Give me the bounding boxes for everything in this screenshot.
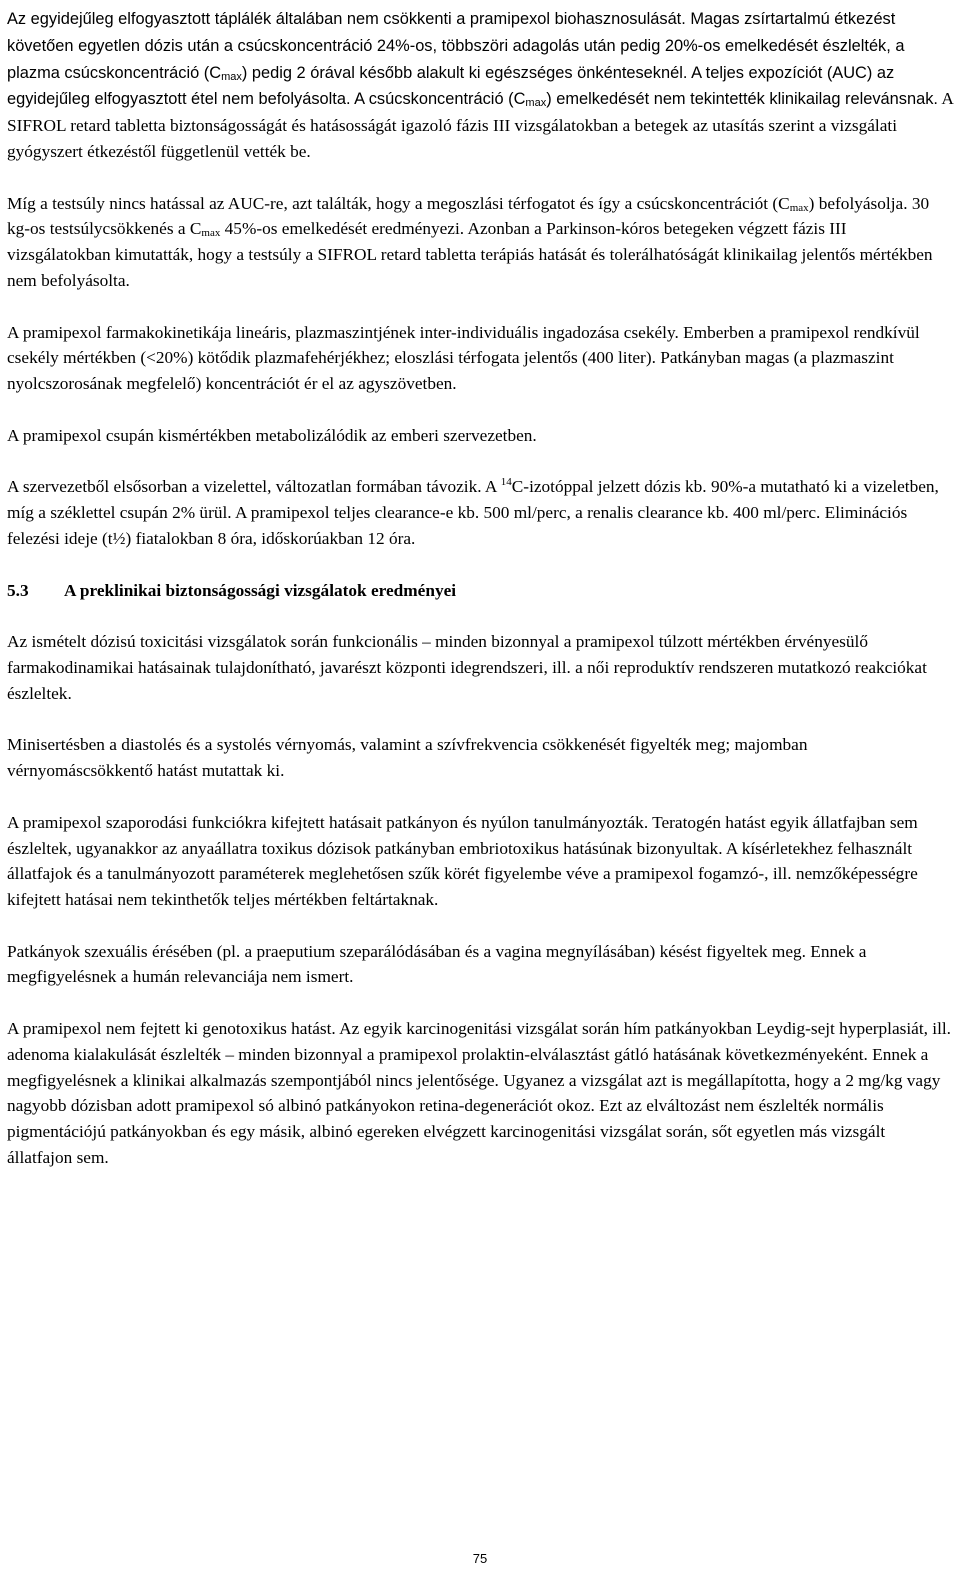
section-number: 5.3: [7, 580, 29, 600]
subscript: max: [201, 227, 221, 240]
text-segment: Az egyidejűleg elfogyasztott táplálék általában nem csökkenti a pramipexol biohasznosulását. Magas zsírtartalmú étkezést követően egyetlen dózis után a csúcskoncentráció 24%-os, többszöri adagolás után pedig 20%-os emelkedését észlelték, a plazma csúcskoncentráció (C: [7, 10, 905, 82]
subscript: max: [525, 97, 547, 110]
text-segment: ) emelkedését nem tekintették klinikailag relevánsnak.: [546, 90, 938, 109]
document-page: [7, 6, 953, 1197]
paragraph-metabolism: A pramipexol csupán kismértékben metabolizálódik az emberi szervezetben.: [7, 425, 537, 445]
page-number: 75: [472, 1551, 488, 1566]
paragraph-repeat-dose-toxicity: Az ismételt dózisú toxicitási vizsgálatok során funkcionális – minden bizonnyal a pramipexol túlzott mértékben érvényesülő farmakodinamikai hatásainak tulajdonítható, javarészt központi idegrendszeri, ill. a női reproduktív rendszeren mutatkozó reakciókat észleltek.: [7, 632, 927, 703]
text-segment: ) befolyásolja. 30 kg-os testsúlycsökkenés a C: [7, 193, 930, 239]
text-segment: ) pedig 2 órával később alakult ki egészséges önkénteseknél. A teljes expozíciót (AUC) az egyidejűleg elfogyasztott étel nem befolyásolta. A csúcskoncentráció (C: [7, 63, 895, 109]
paragraph-food-effect: [7, 6, 953, 165]
subscript: max: [789, 201, 809, 214]
text-segment: Míg a testsúly nincs hatással az AUC-re, azt találták, hogy a megoszlási térfogatot és így a csúcskoncentrációt (C: [7, 193, 790, 213]
section-title: A preklinikai biztonságossági vizsgálatok eredményei: [64, 580, 457, 600]
paragraph-reproduction: A pramipexol szaporodási funkciókra kifejtett hatásait patkányon és nyúlon tanulmányozták. Teratogén hatást egyik állatfajban sem észleltek, ugyanakkor az anyaállatra toxikus dózisok patkányban embriotoxikus hatásúnak bizonyultak. A kísérletekhez felhasznált állatfajok és a tanulmányozott paraméterek meglehetősen szűk körét figyelembe véve a pramipexol fogamzó-, ill. nemzőképességre kifejtett hatásai nem tekinthetők teljes mértékben feltártaknak.: [7, 812, 918, 910]
subscript: max: [221, 70, 242, 83]
text-segment: 45%-os emelkedését eredményezi. Azonban a Parkinson-kóros betegeken végzett fázis III vizsgálatokban kimutatták, hogy a testsúly a SIFROL retard tabletta terápiás hatását és tolerálhatóságát klinikailag jelentős mértékben nem befolyásolta.: [7, 219, 933, 290]
text-segment: C-izotóppal jelzett dózis kb. 90%-a mutatható ki a vizeletben, míg a széklettel csupán 2% ürül. A pramipexol teljes clearance-e kb. 500 ml/perc, a renalis clearance kb. 400 ml/perc. Eliminációs felezési ideje (t½) fiatalokban 8 óra, időskorúakban 12 óra.: [7, 477, 939, 548]
paragraph-sexual-maturation: Patkányok szexuális érésében (pl. a praeputium szeparálódásában és a vagina megnyílásában) késést figyeltek meg. Ennek a megfigyelésnek a humán relevanciája nem ismert.: [7, 941, 867, 987]
text-segment: A SIFROL retard tabletta biztonságosságát és hatásosságát igazoló fázis III vizsgálatokban a betegek az utasítás szerint a vizsgálati gyógyszert étkezéstől függetlenül vették be.: [7, 89, 953, 161]
paragraph-body-weight: [7, 191, 953, 294]
superscript: 14: [500, 476, 512, 489]
paragraph-minipig: Minisertésben a diastolés és a systolés vérnyomás, valamint a szívfrekvencia csökkenését figyelték meg; majomban vérnyomáscsökkentő hatást mutattak ki.: [7, 735, 808, 781]
paragraph-elimination: [7, 474, 953, 551]
paragraph-genotoxicity: A pramipexol nem fejtett ki genotoxikus hatást. Az egyik karcinogenitási vizsgálat során hím patkányokban Leydig-sejt hyperplasiát, ill. adenoma kialakulását észlelték – minden bizonnyal a pramipexol prolaktin-elválasztást gátló hatásának következményeként. Ennek a megfigyelésnek a klinikai alkalmazás szempontjából nincs jelentősége. Ugyanez a vizsgálat azt is megállapította, hogy a 2 mg/kg vagy nagyobb dózisban adott pramipexol só albinó patkányokon retina-degenerációt okoz. Ezt az elváltozást nem észlelték normális pigmentációjú patkányokban és egy másik, albinó egereken elvégzett karcinogenitási vizsgálat során, sőt egyetlen más vizsgált állatfajon sem.: [7, 1019, 951, 1168]
section-heading: [7, 578, 953, 604]
text-segment: A szervezetből elsősorban a vizelettel, változatlan formában távozik. A: [7, 477, 501, 497]
paragraph-pharmacokinetics: A pramipexol farmakokinetikája lineáris, plazmaszintjének inter-individuális ingadozása csekély. Emberben a pramipexol rendkívül csekély mértékben (<20%) kötődik plazmafehérjékhez; eloszlási térfogata jelentős (400 liter). Patkányban magas (a plazmaszint nyolcszorosának megfelelő) koncentrációt ér el az agyszövetben.: [7, 322, 920, 394]
